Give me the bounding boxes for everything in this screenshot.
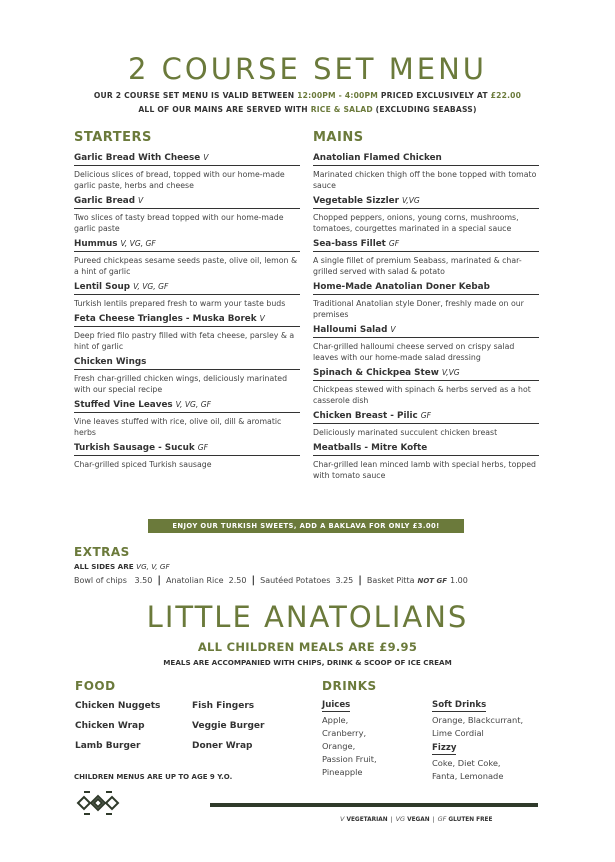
dish-name <box>313 368 539 381</box>
mains-section <box>313 130 539 486</box>
dish-diet-tags: V, VG, GF <box>133 282 169 291</box>
extra-price: 3.50 <box>134 576 153 585</box>
dish-diet-tags: V <box>390 325 396 334</box>
dish-name <box>313 282 539 295</box>
extra-item <box>260 576 353 585</box>
dish-title: Vegetable Sizzler <box>313 196 399 206</box>
extra-name: Basket Pitta <box>366 576 415 585</box>
kids-note: MEALS ARE ACCOMPANIED WITH CHIPS, DRINK & SCOOP OF ICE CREAM <box>163 658 452 667</box>
dish-description: Vine leaves stuffed with rice, olive oil, dill & aromatic herbs <box>74 417 282 437</box>
extra-item <box>367 576 468 585</box>
baklava-banner: ENJOY OUR TURKISH SWEETS, ADD A BAKLAVA FOR ONLY £3.00! <box>148 519 464 533</box>
extras-note-diet: VG, V, GF <box>136 562 170 571</box>
mains-served-text-b: (EXCLUDING SEABASS) <box>372 105 477 114</box>
starters-item <box>74 196 300 234</box>
validity-line <box>0 91 615 100</box>
mains-item <box>313 153 539 191</box>
soft-drink-item: Orange, Blackcurrant, <box>432 715 524 725</box>
mains-served-line <box>0 105 615 114</box>
extras-note <box>74 562 170 571</box>
dish-title: Spinach & Chickpea Stew <box>313 368 439 378</box>
dish-description: Char-grilled lean minced lamb with special herbs, topped with tomato sauce <box>313 460 536 480</box>
juices-list <box>322 714 377 779</box>
dish-name <box>313 411 539 424</box>
mains-item <box>313 443 539 481</box>
set-menu-price: £22.00 <box>490 91 522 100</box>
legend-vg-label: VEGAN <box>407 817 430 823</box>
mains-item <box>313 282 539 320</box>
fizzy-item: Fanta, Lemonade <box>432 771 504 781</box>
extra-name: Sautéed Potatoes <box>260 576 331 585</box>
dish-description: A single fillet of premium Seabass, marinated & char-grilled served with salad & potato <box>313 256 522 276</box>
dish-diet-tags: V, VG, GF <box>175 400 211 409</box>
extras-title: EXTRAS <box>74 545 130 559</box>
dish-name <box>74 239 300 252</box>
dish-diet-tags: GF <box>420 411 431 420</box>
extra-price: 1.00 <box>450 576 468 585</box>
dish-title: Stuffed Vine Leaves <box>74 400 173 410</box>
juice-item: Passion Fruit, <box>322 754 377 764</box>
extra-item <box>74 576 152 585</box>
fizzy-item: Coke, Diet Coke, <box>432 758 501 768</box>
extra-price: 3.25 <box>335 576 354 585</box>
dish-name <box>313 443 539 456</box>
dish-diet-tags: GF <box>388 239 400 248</box>
dish-description: Marinated chicken thigh off the bone topped with tomato sauce <box>313 170 537 190</box>
extra-name: Bowl of chips <box>74 576 127 585</box>
dish-diet-tags: V <box>259 314 265 323</box>
legend-vg-symbol: VG <box>395 815 406 823</box>
soft-drink-item: Lime Cordial <box>432 728 484 738</box>
starters-item <box>74 400 300 438</box>
dish-title: Halloumi Salad <box>313 325 388 335</box>
legend-gf-label: GLUTEN FREE <box>448 817 493 823</box>
dish-description: Turkish lentils prepared fresh to warm your taste buds <box>74 299 286 308</box>
extras-note-label: ALL SIDES ARE <box>74 562 134 571</box>
juice-item: Apple, <box>322 715 349 725</box>
rice-salad-highlight: RICE & SALAD <box>310 105 373 114</box>
soft-drinks-list <box>432 714 523 740</box>
legend-v-symbol: V <box>340 815 345 823</box>
mains-list <box>313 153 539 481</box>
kids-price: ALL CHILDREN MEALS ARE £9.95 <box>197 640 418 654</box>
extra-price: 2.50 <box>228 576 247 585</box>
dish-title: Chicken Wings <box>74 357 147 367</box>
dish-description: Chickpeas stewed with spinach & herbs served as a hot casserole dish <box>313 385 531 405</box>
dish-name <box>313 196 539 209</box>
dish-description: Two slices of tasty bread topped with our home-made garlic paste <box>74 213 284 233</box>
food-item: Veggie Burger <box>192 721 265 731</box>
starters-title: STARTERS <box>74 130 152 145</box>
dish-diet-tags: V, VG, GF <box>120 239 156 248</box>
mains-item <box>313 325 539 363</box>
dish-title: Garlic Bread <box>74 196 136 206</box>
dish-description: Deliciously marinated succulent chicken breast <box>313 428 498 437</box>
dish-description: Char-grilled halloumi cheese served on crispy salad leaves with our home-made salad dressing <box>313 342 515 362</box>
diet-legend <box>340 815 492 823</box>
extra-item <box>166 576 246 585</box>
dish-description: Traditional Anatolian style Doner, freshly made on our premises <box>313 299 524 319</box>
dish-name <box>74 282 300 295</box>
extra-name: Anatolian Rice <box>166 576 224 585</box>
food-title: FOOD <box>75 679 116 693</box>
extras-separator: | <box>251 575 256 586</box>
dish-name <box>74 400 300 413</box>
dish-diet-tags: V,VG <box>401 196 420 205</box>
dish-title: Feta Cheese Triangles - Muska Borek <box>74 314 257 324</box>
dish-description: Char-grilled spiced Turkish sausage <box>74 460 212 469</box>
dish-description: Deep fried filo pastry filled with feta cheese, parsley & a hint of garlic <box>74 331 295 351</box>
dish-name <box>74 357 300 370</box>
starters-item <box>74 239 300 277</box>
dish-diet-tags: V,VG <box>441 368 460 377</box>
starters-item <box>74 357 300 395</box>
food-item: Chicken Nuggets <box>75 701 161 711</box>
soft-drinks-title: Soft Drinks <box>432 700 487 710</box>
dish-name <box>74 153 300 166</box>
footer-bar <box>210 803 538 807</box>
food-item: Fish Fingers <box>192 701 255 711</box>
mains-item <box>313 411 539 438</box>
validity-text-a: OUR 2 COURSE SET MENU IS VALID BETWEEN <box>93 91 298 100</box>
validity-hours: 12:00PM - 4:00PM <box>297 91 379 100</box>
juice-item: Cranberry, <box>322 728 367 738</box>
dish-description: Delicious slices of bread, topped with our home-made garlic paste, herbs and cheese <box>74 170 285 190</box>
starters-section <box>74 130 300 475</box>
dish-title: Anatolian Flamed Chicken <box>313 153 442 163</box>
dish-title: Chicken Breast - Pilic <box>313 411 418 421</box>
starters-item <box>74 443 300 470</box>
dish-description: Pureed chickpeas sesame seeds paste, olive oil, lemon & a hint of garlic <box>74 256 298 276</box>
juice-item: Pineapple <box>322 767 363 777</box>
dish-name <box>313 325 539 338</box>
starters-item <box>74 153 300 191</box>
restaurant-logo-icon <box>76 790 120 816</box>
starters-item <box>74 314 300 352</box>
food-item: Lamb Burger <box>75 741 141 751</box>
not-gf-tag: NOT GF <box>417 577 448 585</box>
dish-title: Sea-bass Fillet <box>313 239 386 249</box>
food-item: Chicken Wrap <box>75 721 145 731</box>
dish-diet-tags: GF <box>197 443 208 452</box>
mains-served-text-a: ALL OF OUR MAINS ARE SERVED WITH <box>138 105 311 114</box>
juice-item: Orange, <box>322 741 356 751</box>
legend-separator: | <box>432 817 435 823</box>
validity-text-b: PRICED EXCLUSIVELY AT <box>378 91 491 100</box>
food-item: Doner Wrap <box>192 741 253 751</box>
mains-title: MAINS <box>313 130 364 145</box>
mains-item <box>313 239 539 277</box>
extras-separator: | <box>358 575 362 586</box>
legend-separator: | <box>390 817 393 823</box>
dish-description: Fresh char-grilled chicken wings, deliciously marinated with our special recipe <box>74 374 288 394</box>
dish-diet-tags: V <box>138 196 144 205</box>
juices-title: Juices <box>322 700 351 710</box>
starters-item <box>74 282 300 309</box>
page-title: 2 COURSE SET MENU <box>128 52 487 86</box>
extras-separator: | <box>157 575 161 586</box>
dish-title: Turkish Sausage - Sucuk <box>74 443 195 453</box>
kids-title: LITTLE ANATOLIANS <box>146 600 469 634</box>
dish-name <box>74 443 300 456</box>
legend-v-label: VEGETARIAN <box>346 817 388 823</box>
dish-name <box>313 239 539 252</box>
drinks-title: DRINKS <box>322 679 377 693</box>
age-note: CHILDREN MENUS ARE UP TO AGE 9 Y.O. <box>74 773 233 781</box>
dish-title: Meatballs - Mitre Kofte <box>313 443 428 453</box>
dish-name <box>74 196 300 209</box>
dish-name <box>74 314 300 327</box>
mains-item <box>313 368 539 406</box>
mains-item <box>313 196 539 234</box>
dish-title: Hummus <box>74 239 118 249</box>
dish-name <box>313 153 539 166</box>
fizzy-title: Fizzy <box>432 743 457 753</box>
starters-list <box>74 153 300 470</box>
dish-diet-tags: V <box>203 153 209 162</box>
dish-description: Chopped peppers, onions, young corns, mushrooms, tomatoes, courgettes marinated in a special sauce <box>313 213 519 233</box>
dish-title: Home-Made Anatolian Doner Kebab <box>313 282 490 292</box>
dish-title: Garlic Bread With Cheese <box>74 153 201 163</box>
dish-title: Lentil Soup <box>74 282 131 292</box>
extras-list <box>74 575 468 586</box>
fizzy-list <box>432 757 503 783</box>
legend-gf-symbol: GF <box>437 815 447 823</box>
